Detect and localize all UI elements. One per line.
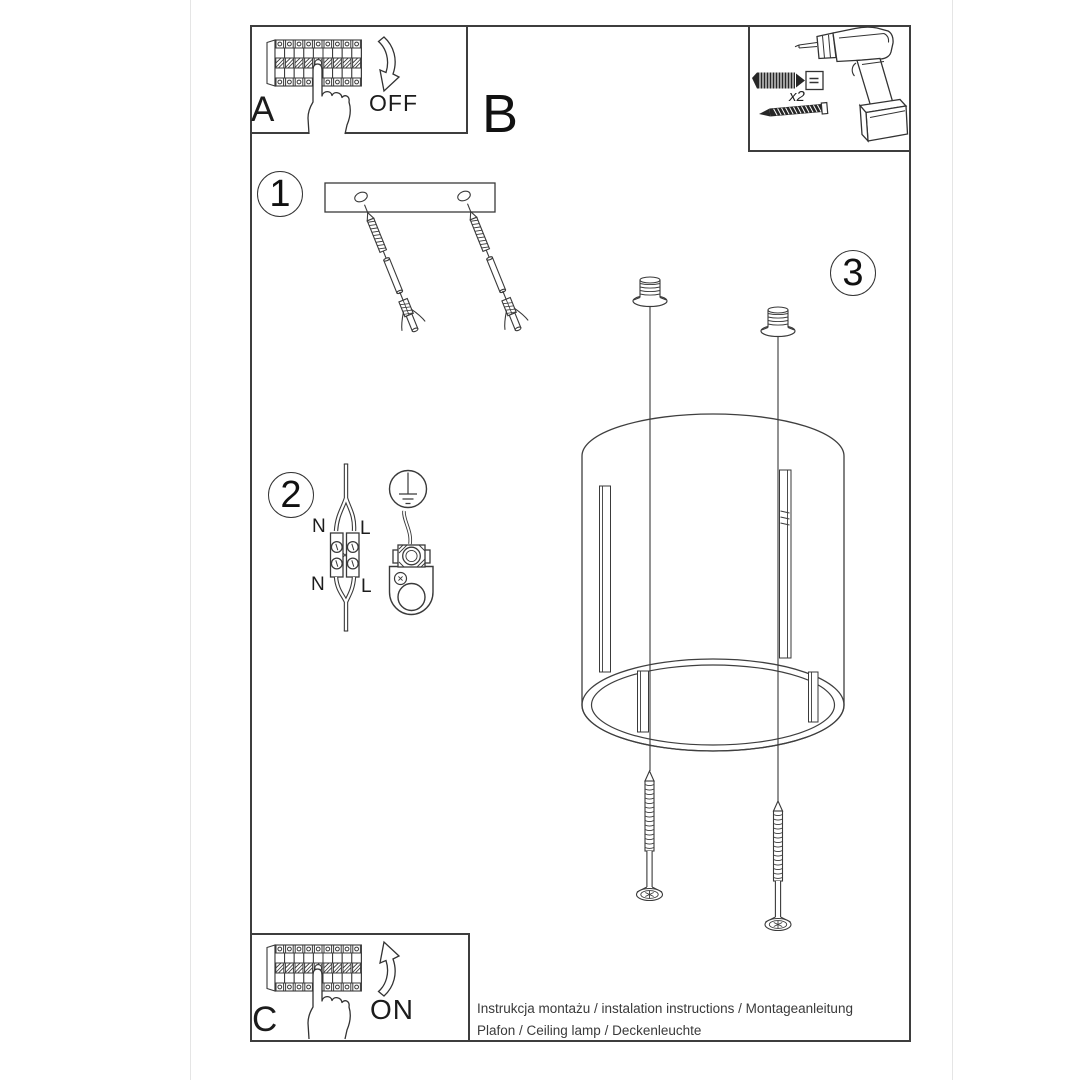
power-off-illustration [267, 37, 399, 134]
ground-symbol-icon [390, 471, 427, 508]
step-2-number: 2 [280, 473, 302, 516]
step-3-number: 3 [842, 251, 864, 294]
lamp-cylinder-icon [582, 414, 844, 751]
tools-quantity-label: x2 [789, 88, 805, 105]
curved-arrow-up-icon [379, 942, 400, 996]
terminal-block-icon [331, 533, 360, 577]
step-2-badge [268, 472, 314, 518]
line-out-label: L [361, 576, 372, 597]
tools-illustration [752, 27, 908, 141]
on-label: ON [370, 994, 414, 1025]
panel-a-label: A [251, 90, 275, 129]
panel-c-label: C [252, 1000, 278, 1039]
screw-icon [759, 103, 828, 120]
step1-illustration [325, 183, 530, 336]
panel-b-label: B [482, 84, 519, 144]
line-in-label: L [360, 518, 371, 539]
step-3-badge [830, 250, 876, 296]
caption-line-2: Plafon / Ceiling lamp / Deckenleuchte [477, 1023, 702, 1038]
supply-cable-icon [336, 464, 354, 531]
curved-arrow-down-icon [379, 37, 400, 91]
neutral-out-label: N [311, 574, 325, 595]
ground-terminal-icon [390, 545, 434, 615]
step-1-number: 1 [269, 172, 291, 215]
ground-wire-icon [404, 511, 410, 544]
off-label: OFF [369, 90, 418, 116]
wall-plug-icon [752, 72, 823, 90]
neutral-in-label: N [312, 516, 326, 537]
fixture-cable-icon [336, 577, 354, 631]
caption-line-1: Instrukcja montażu / instalation instructions / Montageanleitung [477, 1001, 853, 1016]
step2-illustration [331, 464, 434, 631]
step-1-badge [257, 171, 303, 217]
step3-illustration [582, 277, 844, 931]
